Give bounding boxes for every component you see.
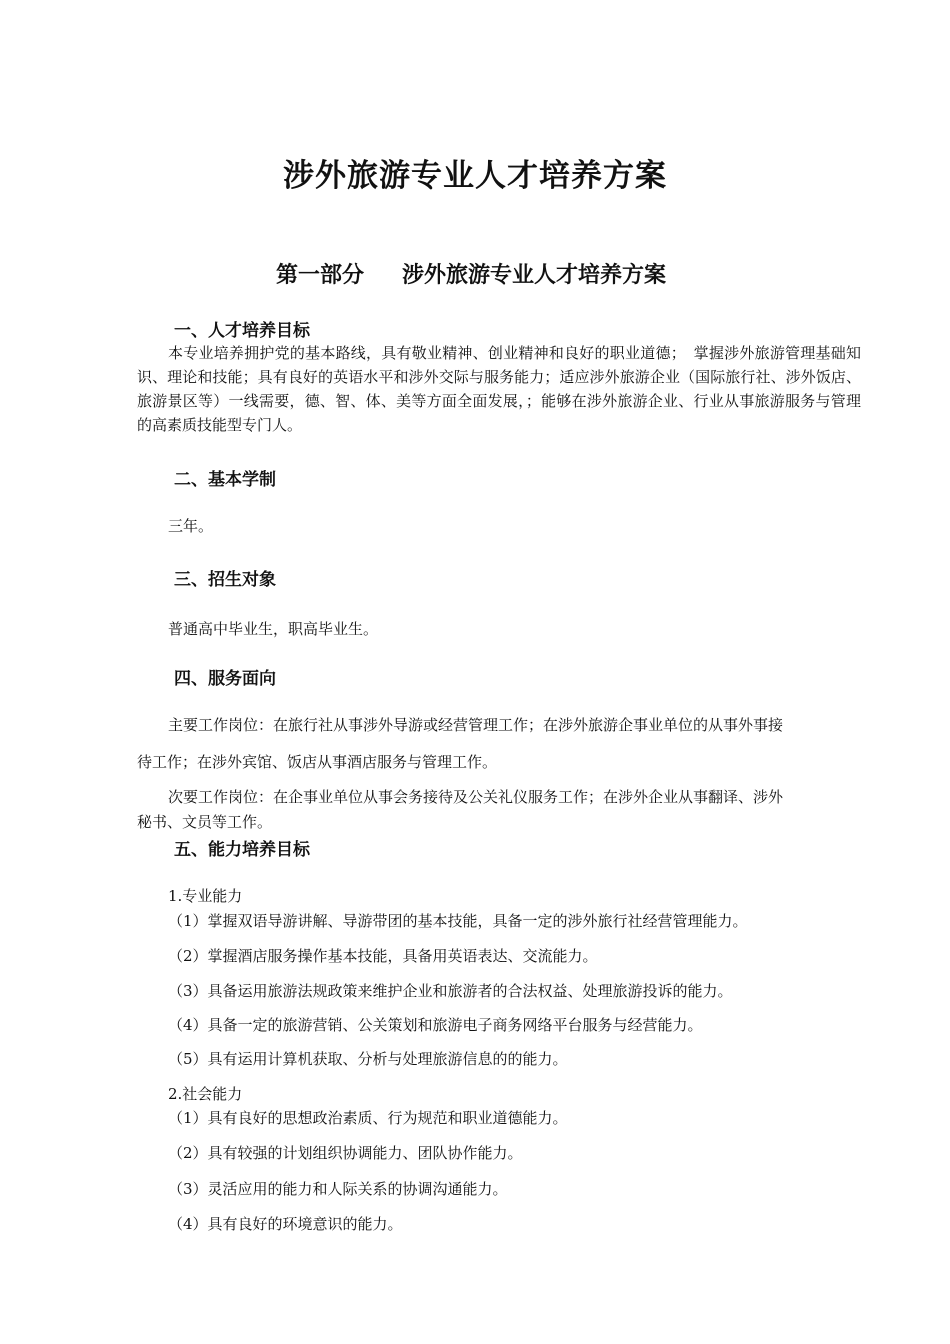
professional-ability-item: （1）掌握双语导游讲解、导游带团的基本技能，具备一定的涉外旅行社经营管理能力。	[168, 912, 748, 930]
social-ability-item: （4）具有良好的环境意识的能力。	[168, 1215, 403, 1233]
primary-positions-line-2: 待工作；在涉外宾馆、饭店从事酒店服务与管理工作。	[137, 753, 498, 771]
document-title: 涉外旅游专业人才培养方案	[283, 158, 667, 194]
secondary-positions-line-1: 次要工作岗位：在企事业单位从事会务接待及公关礼仪服务工作；在涉外企业从事翻译、涉外	[168, 788, 784, 806]
professional-ability-item: （2）掌握酒店服务操作基本技能，具备用英语表达、交流能力。	[168, 947, 598, 965]
professional-ability-item: （4）具备一定的旅游营销、公关策划和旅游电子商务网络平台服务与经营能力。	[168, 1016, 703, 1034]
section-heading-duration: 二、基本学制	[174, 470, 276, 490]
section-body-duration: 三年。	[168, 517, 214, 535]
section-heading-service: 四、服务面向	[174, 669, 276, 689]
section-heading-abilities: 五、能力培养目标	[174, 840, 310, 860]
social-ability-item: （1）具有良好的思想政治素质、行为规范和职业道德能力。	[168, 1109, 568, 1127]
professional-ability-item: （5）具有运用计算机获取、分析与处理旅游信息的的能力。	[168, 1050, 568, 1068]
professional-ability-item: （3）具备运用旅游法规政策来维护企业和旅游者的合法权益、处理旅游投诉的能力。	[168, 982, 733, 1000]
primary-positions-line-1: 主要工作岗位：在旅行社从事涉外导游或经营管理工作；在涉外旅游企事业单位的从事外事接	[168, 716, 784, 734]
section-heading-enrollment: 三、招生对象	[174, 570, 276, 590]
secondary-positions-line-2: 秘书、文员等工作。	[137, 813, 273, 831]
part-label: 第一部分	[276, 263, 365, 288]
section-body-training-goal: 本专业培养拥护党的基本路线，具有敬业精神、创业精神和良好的职业道德； 掌握涉外旅游管理基础知识、理论和技能；具有良好的英语水平和涉外交际与服务能力；适应涉外旅游企业（国际旅行社、涉外饭店、旅游景区等）一线需要，德、智、体、美等方面全面发展，；能够在涉外旅游企业、行业从事旅游服务与管理的高素质技能型专门人。	[137, 344, 861, 434]
part-heading	[276, 258, 666, 289]
section-body-enrollment: 普通高中毕业生，职高毕业生。	[168, 620, 379, 638]
social-ability-item: （3）灵活应用的能力和人际关系的协调沟通能力。	[168, 1180, 508, 1198]
part-title: 涉外旅游专业人才培养方案	[402, 263, 667, 288]
social-ability-title: 2.社会能力	[168, 1085, 243, 1103]
section-heading-training-goal: 一、人才培养目标	[174, 321, 310, 341]
social-ability-item: （2）具有较强的计划组织协调能力、团队协作能力。	[168, 1144, 523, 1162]
professional-ability-title: 1.专业能力	[168, 887, 243, 905]
